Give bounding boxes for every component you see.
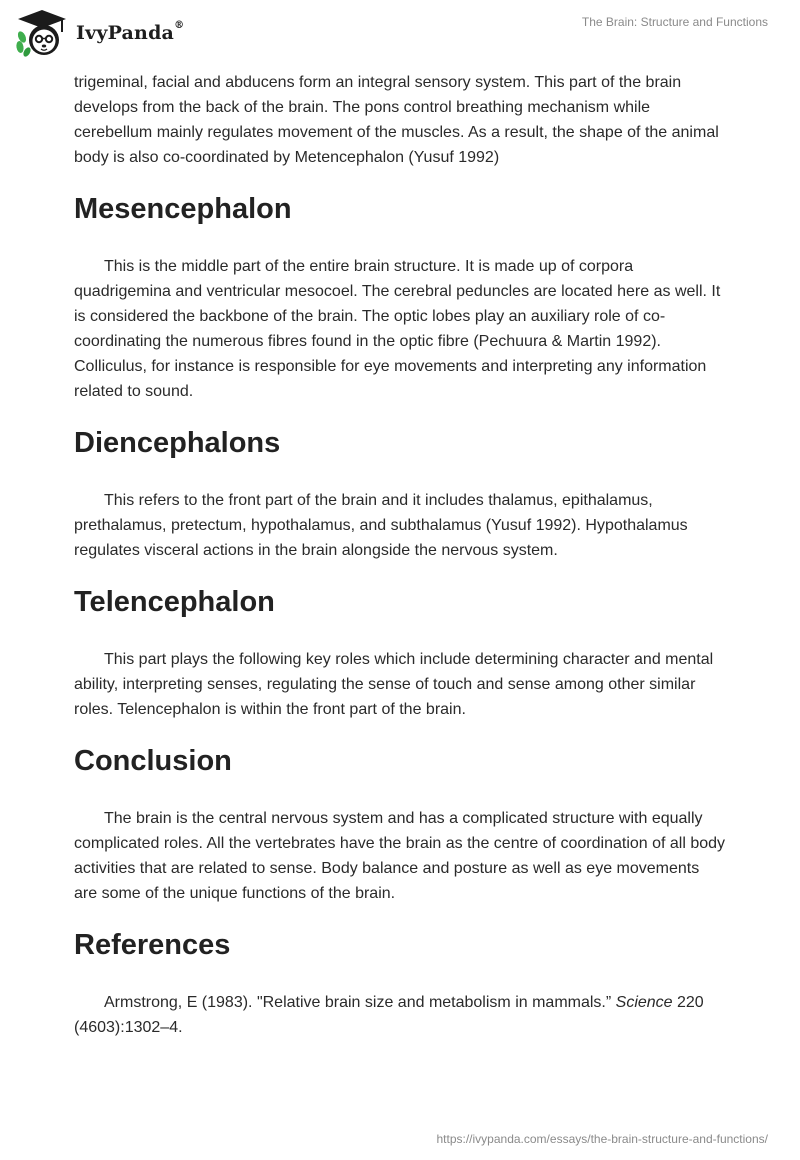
- logo-wordmark: IvyPanda®: [76, 20, 185, 44]
- intro-paragraph: trigeminal, facial and abducens form an integral sensory system. This part of the brain develops from the back of the brain. The pons control breathing mechanism while cerebellum mainly regulates movement of the muscles. As a result, the shape of the animal body is also co-coordinated by Metencephalon (Yusuf 1992): [74, 74, 719, 166]
- section-paragraph-conclusion: The brain is the central nervous system and has a complicated structure with equally complicated roles. All the vertebrates have the brain as the centre of coordination of all body activities that are related to sense. Body balance and posture as well as eye movements are some of the unique functions of the brain.: [74, 810, 726, 902]
- reference-volume-pages: 220 (4603):1302–4.: [74, 994, 704, 1036]
- page-header: [0, 0, 800, 64]
- reference-entry: [74, 990, 726, 1040]
- essay-content: [74, 70, 726, 1040]
- reference-authors-title: Armstrong, E (1983). "Relative brain size and metabolism in mammals.”: [104, 994, 616, 1011]
- section-heading-diencephalons: Diencephalons: [74, 427, 281, 459]
- section-heading-conclusion: Conclusion: [74, 745, 232, 777]
- section-heading-mesencephalon: Mesencephalon: [74, 193, 292, 225]
- reference-journal: Science: [615, 994, 673, 1011]
- section-heading-telencephalon: Telencephalon: [74, 586, 275, 618]
- ivypanda-logo[interactable]: [14, 8, 184, 58]
- section-paragraph-mesencephalon: This is the middle part of the entire brain structure. It is made up of corpora quadrigemina and ventricular mesocoel. The cerebral peduncles are located here as well. It is considered the backbone of the brain. The optic lobes play an auxiliary role of co-coordinating the numerous fibres found in the optic fibre (Pechuura & Martin 1992). Colliculus, for instance is responsible for eye movements and interpreting any information related to sound.: [74, 258, 721, 400]
- document-title: The Brain: Structure and Functions: [581, 15, 768, 29]
- section-paragraph-telencephalon: This part plays the following key roles which include determining character and mental ability, interpreting senses, regulating the sense of touch and sense among other similar roles. Telencephalon is within the front part of the brain.: [74, 651, 714, 718]
- panda-logo-icon: [14, 8, 70, 58]
- section-heading-references: References: [74, 929, 231, 961]
- section-paragraph-diencephalons: This refers to the front part of the brain and it includes thalamus, epithalamus, prethalamus, pretectum, hypothalamus, and subthalamus (Yusuf 1992). Hypothalamus regulates visceral actions in the brain alongside the nervous system.: [74, 492, 688, 559]
- source-url[interactable]: https://ivypanda.com/essays/the-brain-structure-and-functions/: [436, 1132, 768, 1146]
